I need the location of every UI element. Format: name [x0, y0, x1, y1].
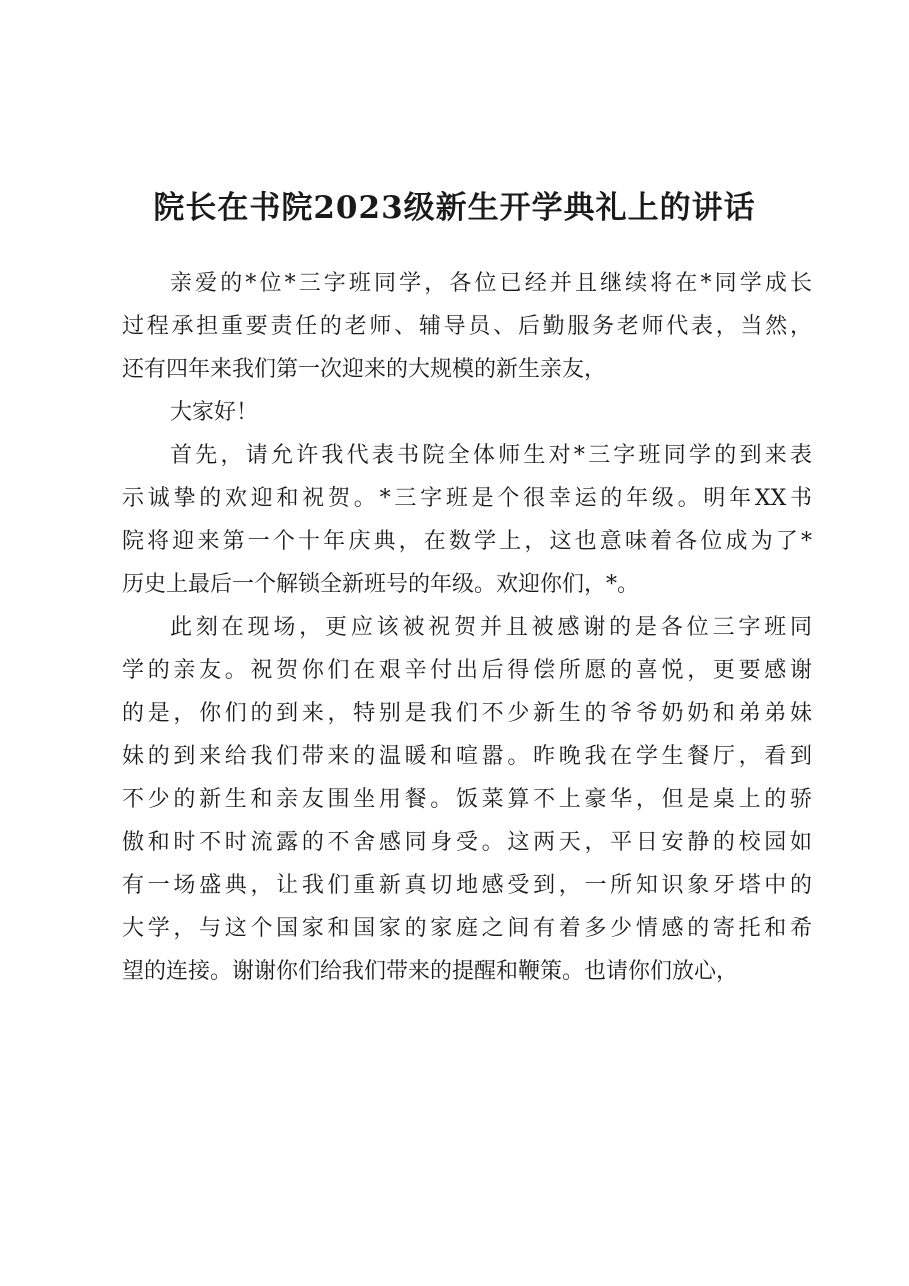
text-line: 过程承担重要责任的老师、辅导员、后勤服务老师代表，当然，: [122, 314, 812, 339]
paragraph-greeting: [122, 391, 812, 434]
paragraph-welcome: [122, 434, 812, 606]
text-line: 的是，你们的到来，特别是我们不少新生的爷爷奶奶和弟弟妹: [122, 701, 812, 726]
text-line: 大家好！: [170, 400, 259, 425]
text-line: 妹的到来给我们带来的温暖和喧嚣。昨晚我在学生餐厅，看到: [122, 744, 812, 769]
text-line: 有一场盛典，让我们重新真切地感受到，一所知识象牙塔中的: [122, 873, 812, 898]
document-title: 院长在书院2023级新生开学典礼上的讲话: [153, 190, 756, 226]
text-line: 傲和时不时流露的不舍感同身受。这两天，平日安静的校园如: [122, 830, 812, 855]
text-line: 历史上最后一个解锁全新班号的年级。欢迎你们，*。: [122, 572, 640, 597]
text-line: 此刻在现场，更应该被祝贺并且被感谢的是各位三字班同: [170, 615, 812, 640]
text-line: 亲爱的*位*三字班同学，各位已经并且继续将在*同学成长: [170, 271, 812, 296]
text-line: 望的连接。谢谢你们给我们带来的提醒和鞭策。也请你们放心，: [122, 959, 739, 984]
paragraph-salutation: [122, 262, 812, 391]
text-line: 首先，请允许我代表书院全体师生对*三字班同学的到来表: [170, 443, 812, 468]
text-line: 还有四年来我们第一次迎来的大规模的新生亲友，: [122, 357, 607, 382]
text-line: 不少的新生和亲友围坐用餐。饭菜算不上豪华，但是桌上的骄: [122, 787, 812, 812]
document-body: [122, 262, 812, 993]
text-line: 大学，与这个国家和国家的家庭之间有着多少情感的寄托和希: [122, 916, 812, 941]
paragraph-families: [122, 606, 812, 993]
text-line: 示诚挚的欢迎和祝贺。*三字班是个很幸运的年级。明年XX书: [122, 486, 812, 511]
text-line: 学的亲友。祝贺你们在艰辛付出后得偿所愿的喜悦，更要感谢: [122, 658, 812, 683]
text-line: 院将迎来第一个十年庆典，在数学上，这也意味着各位成为了*: [122, 529, 812, 554]
